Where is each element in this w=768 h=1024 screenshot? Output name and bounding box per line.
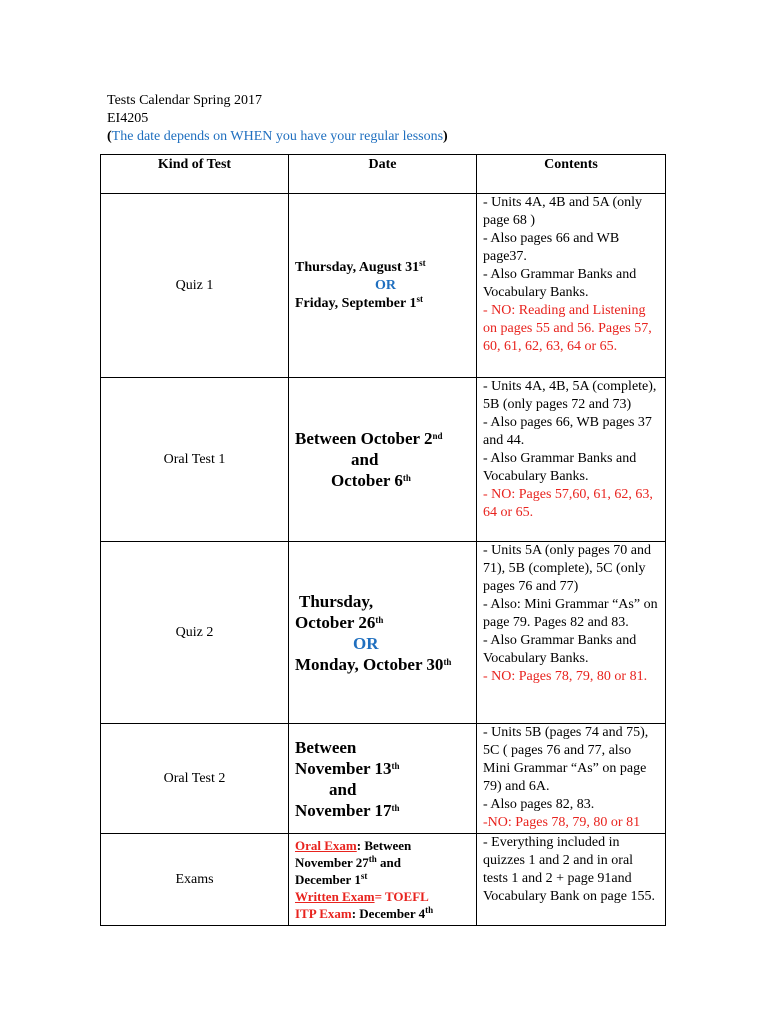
contents-cell — [477, 834, 666, 926]
content-line: - Also: Mini Grammar “As” on page 79. Pages 82 and 83. — [483, 597, 658, 630]
content-line-exclusion: -NO: Pages 78, 79, 80 or 81 — [483, 815, 641, 830]
content-line: - Also pages 66, WB pages 37 and 44. — [483, 415, 652, 448]
date-cell: Thursday, October 26th OR Monday, October 30th — [289, 542, 477, 724]
kind-cell: Oral Test 2 — [101, 724, 289, 834]
itp-exam-label: ITP Exam — [295, 906, 352, 921]
date-cell: Between October 2nd and October 6th — [289, 378, 477, 542]
date-note-text: The date depends on WHEN you have your regular lessons — [111, 129, 444, 144]
kind-cell: Exams — [101, 834, 289, 926]
table-row — [101, 542, 666, 724]
content-line: - Units 4A, 4B, 5A (complete), 5B (only pages 72 and 73) — [483, 379, 657, 412]
kind-cell: Quiz 1 — [101, 194, 289, 378]
document-title: Tests Calendar Spring 2017 — [107, 93, 262, 108]
content-line: - Also Grammar Banks and Vocabulary Banks. — [483, 267, 637, 300]
content-line: - Units 5B (pages 74 and 75), 5C ( pages 76 and 77, also Mini Grammar “As” on page 79) and 6A. — [483, 725, 649, 794]
table-header-row — [101, 155, 666, 194]
date-cell: Between November 13th and November 17th — [289, 724, 477, 834]
date-cell: Oral Exam: Between November 27th and December 1st Written Exam= TOEFL ITP Exam: December 4th — [289, 834, 477, 926]
kind-cell: Oral Test 1 — [101, 378, 289, 542]
date-note: (The date depends on WHEN you have your regular lessons) — [107, 129, 448, 144]
table-row — [101, 194, 666, 378]
content-line: - Units 5A (only pages 70 and 71), 5B (complete), 5C (only pages 76 and 77) — [483, 543, 651, 594]
table-row — [101, 378, 666, 542]
oral-exam-label: Oral Exam — [295, 838, 357, 853]
content-line: - Also pages 66 and WB page37. — [483, 231, 620, 264]
document-header — [107, 92, 448, 146]
content-line: - Also pages 82, 83. — [483, 797, 595, 812]
contents-cell — [477, 378, 666, 542]
content-line: - Also Grammar Banks and Vocabulary Banks. — [483, 451, 637, 484]
table-row — [101, 834, 666, 926]
column-header-kind: Kind of Test — [101, 155, 289, 194]
contents-cell — [477, 542, 666, 724]
table-row — [101, 724, 666, 834]
contents-cell — [477, 724, 666, 834]
content-line: - Also Grammar Banks and Vocabulary Banks. — [483, 633, 637, 666]
tests-calendar-table — [100, 154, 666, 926]
written-exam-label: Written Exam — [295, 889, 375, 904]
content-line: - Everything included in quizzes 1 and 2 and in oral tests 1 and 2 + page 91and Vocabulary Bank on page 155. — [483, 835, 655, 904]
date-cell: Thursday, August 31st OR Friday, September 1st — [289, 194, 477, 378]
content-line-exclusion: - NO: Pages 57,60, 61, 62, 63, 64 or 65. — [483, 487, 653, 520]
kind-cell: Quiz 2 — [101, 542, 289, 724]
content-line-exclusion: - NO: Reading and Listening on pages 55 and 56. Pages 57, 60, 61, 62, 63, 64 or 65. — [483, 303, 652, 354]
column-header-date: Date — [289, 155, 477, 194]
course-code: EI4205 — [107, 111, 149, 126]
content-line-exclusion: - NO: Pages 78, 79, 80 or 81. — [483, 669, 648, 684]
contents-cell — [477, 194, 666, 378]
column-header-contents: Contents — [477, 155, 666, 194]
content-line: - Units 4A, 4B and 5A (only page 68 ) — [483, 195, 643, 228]
